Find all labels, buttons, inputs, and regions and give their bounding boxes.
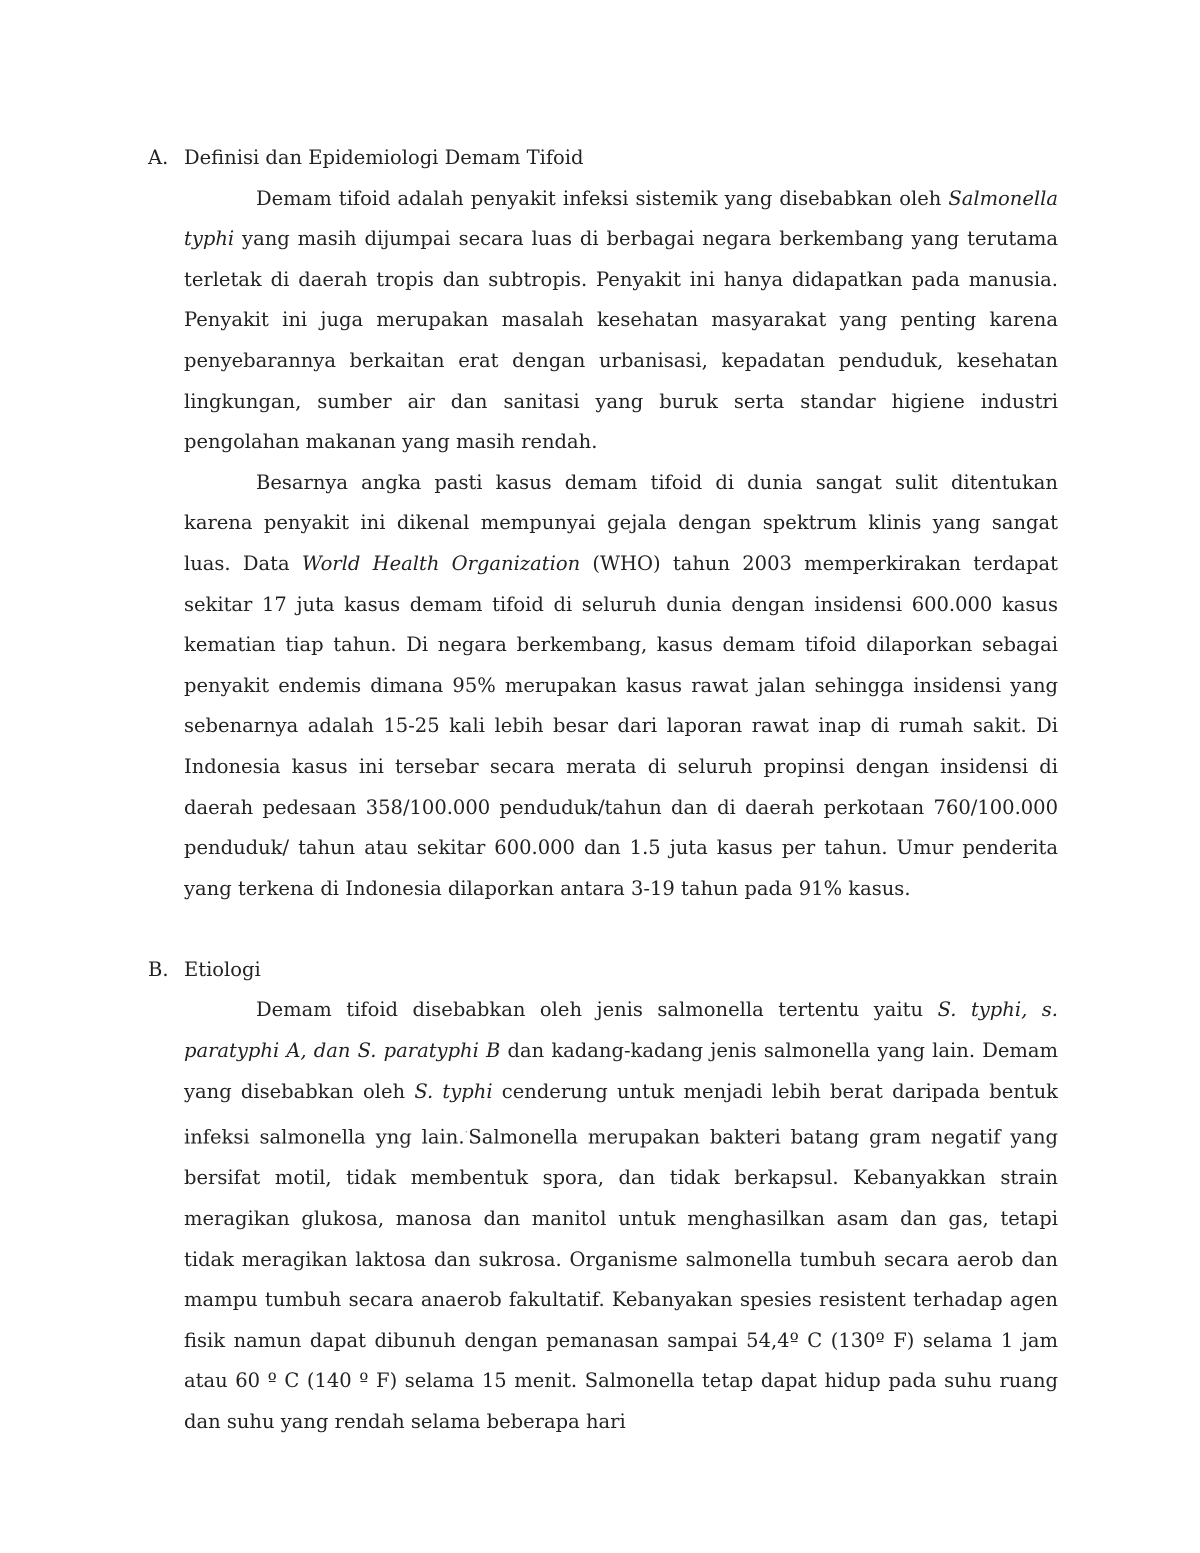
document-content (148, 138, 1058, 1443)
section-a-p2-text-1: Besarnya angka pasti kasus demam tifoid di dunia sangat sulit ditentukan karena penyakit ini dikenal mempunyai gejala dengan spektrum klinis yang sangat luas. Data (184, 470, 1058, 575)
section-a-paragraph-2 (184, 463, 1058, 910)
section-b-p1-text-2: dan kadang-kadang jenis salmonella yang lain. Demam yang disebabkan oleh (184, 1039, 1058, 1103)
section-a-p2-text-2: (WHO) tahun 2003 memperkirakan terdapat sekitar 17 juta kasus demam tifoid di seluruh dunia dengan insidensi 600.000 kasus kematian tiap tahun. Di negara berkembang, kasus demam tifoid dilaporkan sebagai penyakit endemis dimana 95% merupakan kasus rawat jalan sehingga insidensi yang sebenarnya adalah 15-25 kali lebih besar dari laporan rawat inap di rumah sakit. Di Indonesia kasus ini tersebar secara merata di seluruh propinsi dengan insidensi di daerah pedesaan 358/100.000 penduduk/tahun dan di daerah perkotaan 760/100.000 penduduk/ tahun atau sekitar 600.000 dan 1.5 juta kasus per tahun. Umur penderita yang terkena di Indonesia dilaporkan antara 3-19 tahun pada 91% kasus. (184, 551, 1058, 900)
section-b-p1-text-3: cenderung untuk menjadi lebih berat daripada bentuk infeksi salmonella yng lain. (184, 1079, 1059, 1149)
section-b-title: Etiologi (184, 957, 261, 981)
section-spacer (148, 909, 1058, 950)
section-a-paragraph-1 (184, 179, 1058, 463)
section-a-heading (148, 138, 1058, 179)
section-a-p2-italic-1: World Health Organization (301, 551, 581, 575)
section-b-p1-italic-1: S. typhi, s. paratyphi A, dan S. paratyphi B (184, 998, 1059, 1063)
section-b-p1-italic-2: S. typhi (414, 1079, 493, 1103)
section-b-p1-text-4: Salmonella merupakan bakteri batang gram negatif yang bersifat motil, tidak membentuk spora, dan tidak berkapsul. Kebanyakkan strain meragikan glukosa, manosa dan manitol untuk menghasilkan asam dan gas, tetapi tidak meragikan laktosa dan sukrosa. Organisme salmonella tumbuh secara aerob dan mampu tumbuh secara anaerob fakultatif. Kebanyakan spesies resistent terhadap agen fisik namun dapat dibunuh dengan pemanasan sampai 54,4º C (130º F) selama 1 jam atau 60 º C (140 º F) selama 15 menit. Salmonella tetap dapat hidup pada suhu ruang dan suhu yang rendah selama beberapa hari (184, 1125, 1059, 1433)
section-b-heading (148, 950, 1058, 991)
section-a-p1-text-2: yang masih dijumpai secara luas di berbagai negara berkembang yang terutama terletak di daerah tropis dan subtropis. Penyakit ini hanya didapatkan pada manusia. Penyakit ini juga merupakan masalah kesehatan masyarakat yang penting karena penyebarannya berkaitan erat dengan urbanisasi, kepadatan penduduk, kesehatan lingkungan, sumber air dan sanitasi yang buruk serta standar higiene industri pengolahan makanan yang masih rendah. (184, 227, 1058, 454)
section-b-letter: B. (148, 957, 169, 981)
citation-mark: · (464, 1125, 469, 1140)
section-a-letter: A. (148, 146, 169, 169)
section-b-paragraph-1 (184, 990, 1058, 1442)
section-a-title: Definisi dan Epidemiologi Demam Tifoid (184, 146, 584, 169)
section-a-p1-italic-1: Salmonella typhi (184, 186, 1058, 251)
section-a-p1-text-1: Demam tifoid adalah penyakit infeksi sistemik yang disebabkan oleh (256, 186, 949, 210)
section-b-p1-text-1: Demam tifoid disebabkan oleh jenis salmonella tertentu yaitu (256, 998, 938, 1022)
